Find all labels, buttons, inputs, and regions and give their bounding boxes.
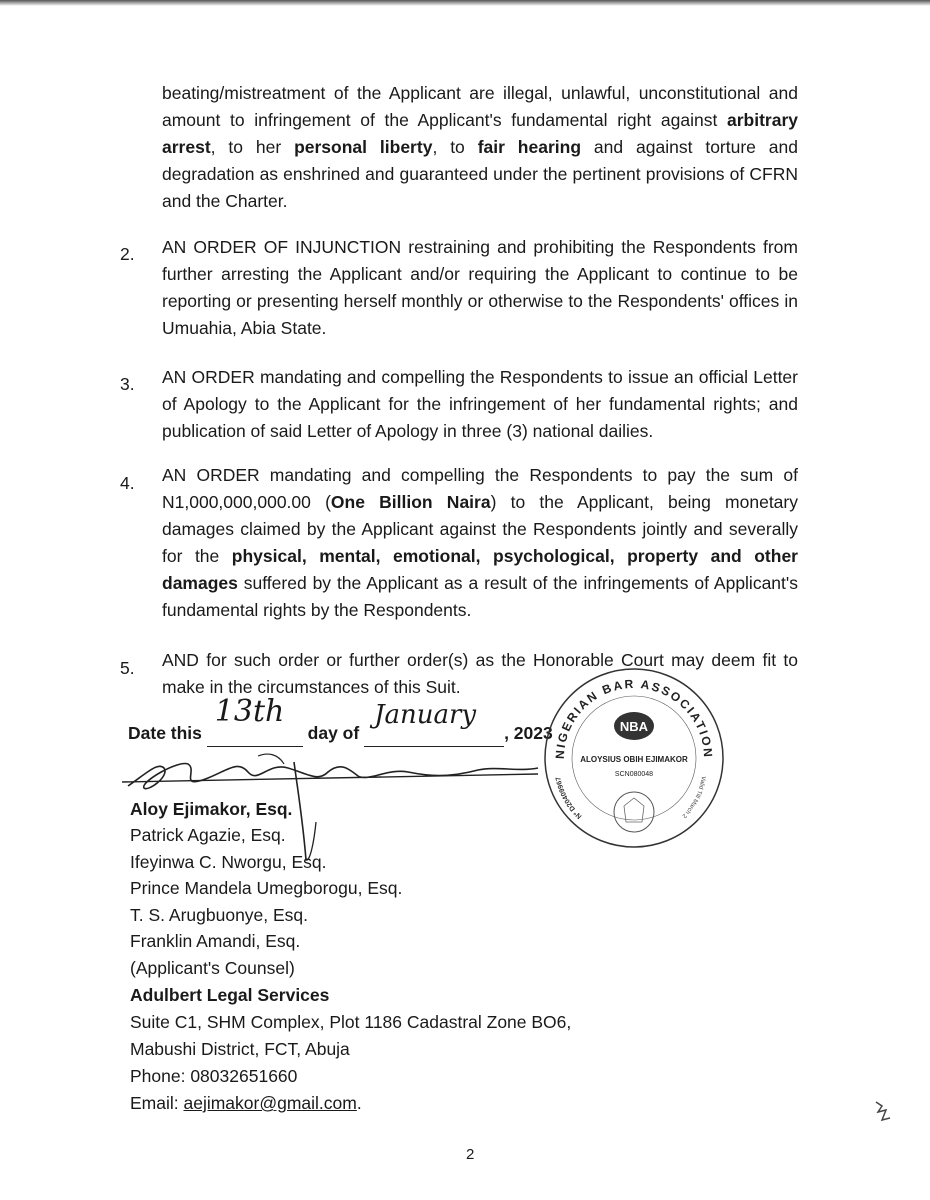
- email-line: Email: aejimakor@gmail.com.: [130, 1093, 362, 1113]
- relief-5-number: 5.: [120, 658, 135, 678]
- address-line-2: Mabushi District, FCT, Abuja: [130, 1039, 350, 1059]
- relief-2-number: 2.: [120, 244, 135, 264]
- relief-3-number: 3.: [120, 374, 135, 394]
- email-label: Email:: [130, 1093, 184, 1113]
- lead-counsel: Aloy Ejimakor, Esq.: [130, 799, 293, 819]
- counsel-role: (Applicant's Counsel): [130, 958, 295, 978]
- law-firm-name: Adulbert Legal Services: [130, 985, 330, 1005]
- relief-1-continuation: beating/mistreatment of the Applicant are illegal, unlawful, unconstitutional and amount to infringement of the Applicant's fundamental right against arbitrary arrest, to her personal liberty, to fair hearing and against torture and degradation as enshrined and guaranteed under the pertinent provisions of CFRN and the Charter.: [162, 83, 798, 211]
- phone: Phone: 08032651660: [130, 1066, 298, 1086]
- address-line-1: Suite C1, SHM Complex, Plot 1186 Cadastral Zone BO6,: [130, 1012, 572, 1032]
- seal-scn: SCN080048: [614, 771, 654, 778]
- seal-validity: Valid Till March 2: [680, 775, 706, 819]
- counsel-name: Patrick Agazie, Esq.: [130, 825, 286, 845]
- relief-2-text: AN ORDER OF INJUNCTION restraining and prohibiting the Respondents from further arresting the Applicant and/or requiring the Applicant to continue to be reporting or presenting herself monthly or otherwise to the Respondents' offices in Umuahia, Abia State.: [162, 237, 798, 338]
- relief-4-number: 4.: [120, 473, 135, 493]
- svg-text:Nº D20409967: [555, 776, 583, 820]
- relief-4-text: AN ORDER mandating and compelling the Respondents to pay the sum of N1,000,000,000.00 (One Billion Naira) to the Applicant, being monetary damages claimed by the Applicant against the Respondents jointly and severally for the physical, mental, emotional, psychological, property and other damages suffered by the Applicant as a result of the infringements of Applicant's fundamental rights by the Respondents.: [162, 465, 798, 620]
- seal-arc-text: NIGERIAN BAR ASSOCIATION: [552, 676, 716, 760]
- counsel-name: Prince Mandela Umegborogu, Esq.: [130, 878, 403, 898]
- counsel-name: Franklin Amandi, Esq.: [130, 931, 301, 951]
- scan-top-edge: [0, 0, 930, 6]
- handwritten-day: 13th: [214, 694, 285, 729]
- seal-holder-name: ALOYSIUS OBIH EJIMAKOR: [580, 755, 688, 764]
- relief-5-text: AND for such order or further order(s) as the Honorable Court may deem fit to make in the circumstances of this Suit.: [162, 650, 798, 697]
- nba-seal-stamp: [542, 666, 726, 850]
- date-prefix: Date this: [128, 723, 202, 743]
- page-number: 2: [466, 1146, 475, 1163]
- date-middle: day of: [307, 723, 360, 743]
- handwritten-month: January: [374, 700, 477, 730]
- counsel-name: Ifeyinwa C. Nworgu, Esq.: [130, 852, 327, 872]
- relief-3-text: AN ORDER mandating and compelling the Respondents to issue an official Letter of Apology to the Applicant for the infringement of her fundamental rights; and publication of said Letter of Apology in three (3) national dailies.: [162, 367, 798, 441]
- seal-abbrev: NBA: [619, 719, 649, 734]
- date-year: , 2023: [504, 723, 553, 743]
- counsel-name: T. S. Arugbuonye, Esq.: [130, 905, 309, 925]
- seal-serial: Nº D20409967: [555, 776, 584, 820]
- email-link[interactable]: aejimakor@gmail.com: [183, 1093, 357, 1113]
- scan-speck: [872, 1098, 894, 1128]
